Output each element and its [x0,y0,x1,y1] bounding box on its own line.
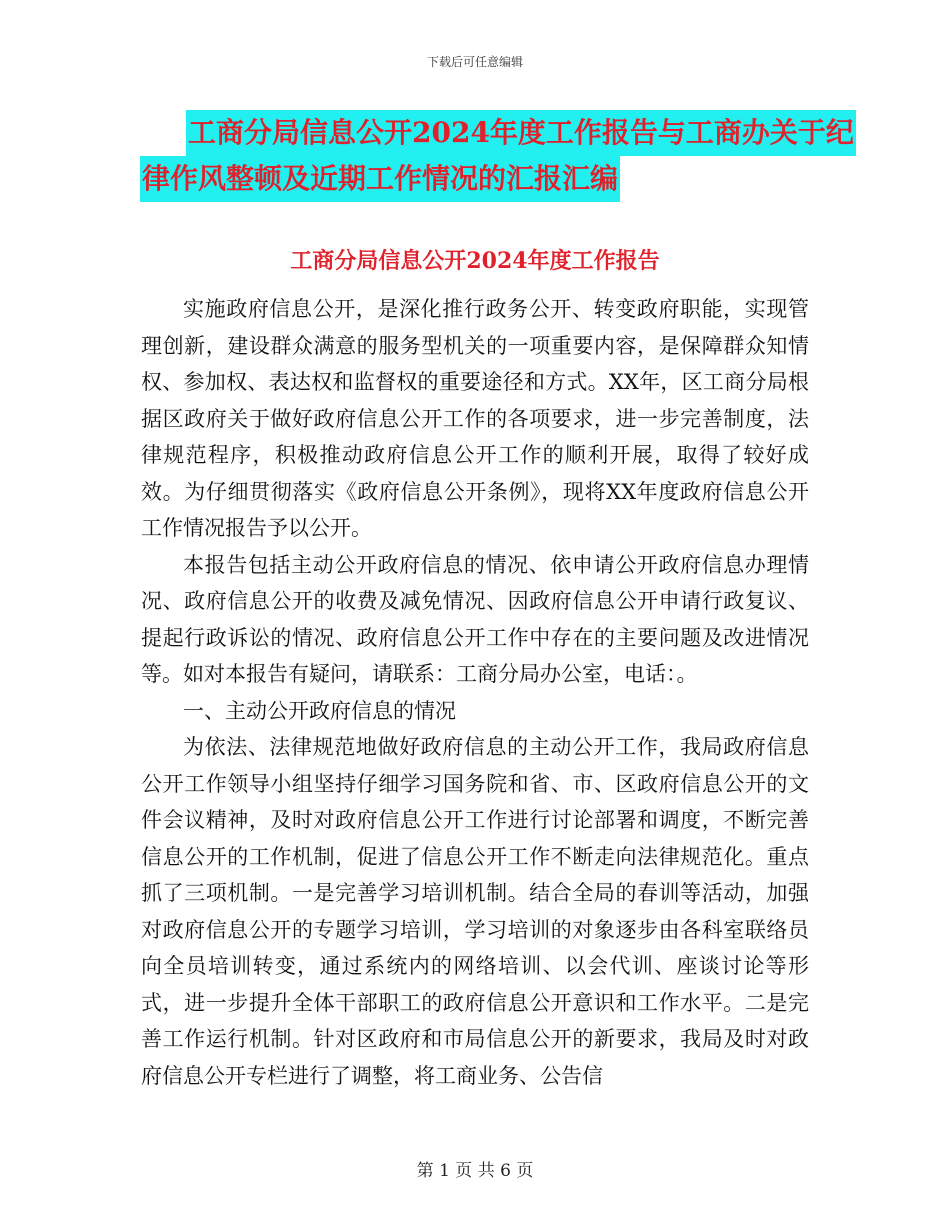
paragraph-scope: 本报告包括主动公开政府信息的情况、依申请公开政府信息办理情况、政府信息公开的收费及减免情况、因政府信息公开申请行政复议、提起行政诉讼的情况、政府信息公开工作中存在的主要问题及改进情况等。如对本报告有疑问，请联系：工商分局办公室，电话：。 [141,552,809,686]
section-title: 工商分局信息公开2024年度工作报告 [290,248,660,274]
subheading-active-disclosure: 一、主动公开政府信息的情况 [183,698,456,723]
paragraph-intro: 实施政府信息公开，是深化推行政务公开、转变政府职能，实现管理创新，建设群众满意的服务型机关的一项重要内容，是保障群众知情权、参加权、表达权和监督权的重要途径和方式。XX年，区工商分局根据区政府关于做好政府信息公开工作的各项要求，进一步完善制度，法律规范程序，积极推动政府信息公开工作的顺利开展，取得了较好成效。为仔细贯彻落实《政府信息公开条例》，现将XX年度政府信息公开工作情况报告予以公开。 [141,297,809,540]
document-title-line-1: 工商分局信息公开2024年度工作报告与工商办关于纪 [186,110,856,156]
header-note: 下载后可任意编辑 [426,55,523,69]
page-footer: 第 1 页 共 6 页 [416,1161,534,1181]
paragraph-active-disclosure: 为依法、法律规范地做好政府信息的主动公开工作，我局政府信息公开工作领导小组坚持仔细学习国务院和省、市、区政府信息公开的文件会议精神，及时对政府信息公开工作进行讨论部署和调度，不断完善信息公开的工作机制，促进了信息公开工作不断走向法律规范化。重点抓了三项机制。一是完善学习培训机制。结合全局的春训等活动，加强对政府信息公开的专题学习培训，学习培训的对象逐步由各科室联络员向全员培训转变，通过系统内的网络培训、以会代训、座谈讨论等形式，进一步提升全体干部职工的政府信息公开意识和工作水平。二是完善工作运行机制。针对区政府和市局信息公开的新要求，我局及时对政府信息公开专栏进行了调整，将工商业务、公告信 [141,735,809,1088]
document-body [141,291,809,1094]
document-title-line-2: 律作风整顿及近期工作情况的汇报汇编 [140,156,620,202]
